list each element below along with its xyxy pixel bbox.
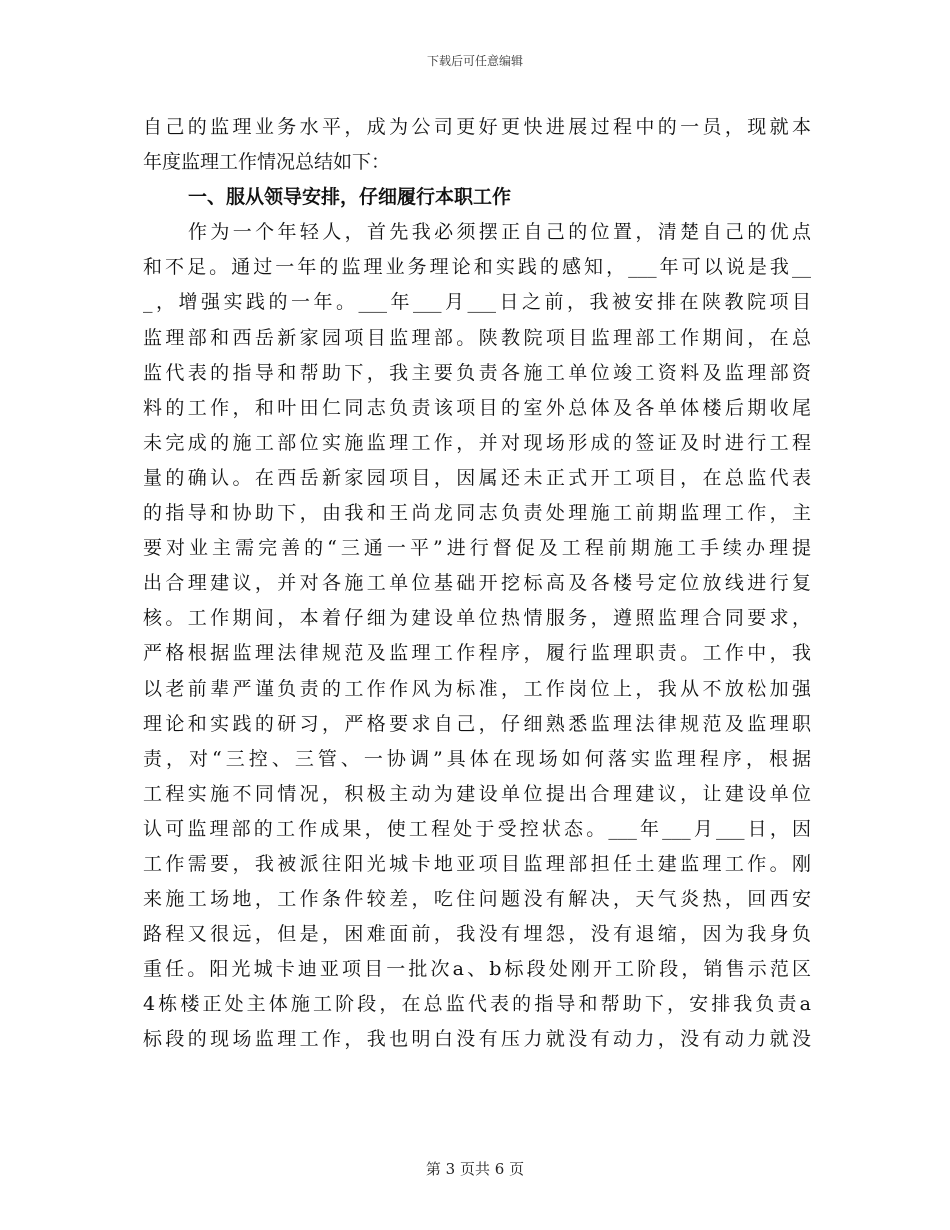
text-line: 料的工作，和叶田仁同志负责该项目的室外总体及各单体楼后期收尾 — [143, 396, 811, 419]
text-line: 重任。阳光城卡迪亚项目一批次a、b标段处刚开工阶段，销售示范区 — [143, 958, 811, 981]
text-line: 以老前辈严谨负责的工作作风为标准，工作岗位上，我从不放松加强 — [143, 677, 811, 700]
text-line: 要对业主需完善的“三通一平”进行督促及工程前期施工手续办理提 — [143, 537, 811, 560]
body-text — [143, 110, 811, 1058]
text-line: 标段的现场监理工作，我也明白没有压力就没有动力，没有动力就没 — [143, 1028, 811, 1051]
text-line: 责，对“三控、三管、一协调”具体在现场如何落实监理程序，根据 — [143, 747, 811, 770]
text-line: 作为一个年轻人，首先我必须摆正自己的位置，清楚自己的优点 — [188, 221, 811, 244]
text-line: 监理部和西岳新家园项目监理部。陕教院项目监理部工作期间，在总 — [143, 326, 811, 349]
text-line: 监代表的指导和帮助下，我主要负责各施工单位竣工资料及监理部资 — [143, 361, 811, 384]
text-line: 严格根据监理法律规范及监理工作程序，履行监理职责。工作中，我 — [143, 642, 811, 665]
text-line: _，增强实践的一年。___年___月___日之前，我被安排在陕教院项目 — [143, 291, 811, 314]
text-line: 出合理建议，并对各施工单位基础开挖标高及各楼号定位放线进行复 — [143, 572, 811, 595]
text-line: 工程实施不同情况，积极主动为建设单位提出合理建议，让建设单位 — [143, 782, 811, 805]
text-line: 路程又很远，但是，困难面前，我没有埋怨，没有退缩，因为我身负 — [143, 923, 811, 946]
text-line: 量的确认。在西岳新家园项目，因属还未正式开工项目，在总监代表 — [143, 466, 811, 489]
text-line: 核。工作期间，本着仔细为建设单位热情服务，遵照监理合同要求， — [143, 607, 811, 630]
text-line: 4栋楼正处主体施工阶段，在总监代表的指导和帮助下，安排我负责a — [143, 993, 811, 1016]
text-line: 年度监理工作情况总结如下： — [143, 151, 391, 174]
page-header: 下载后可任意编辑 — [426, 54, 523, 68]
text-line: 的指导和协助下，由我和王尚龙同志负责处理施工前期监理工作，主 — [143, 502, 811, 525]
text-line: 和不足。通过一年的监理业务理论和实践的感知，___年可以说是我__ — [143, 256, 811, 279]
text-line: 未完成的施工部位实施监理工作，并对现场形成的签证及时进行工程 — [143, 431, 811, 454]
section-heading: 一、服从领导安排，仔细履行本职工作 — [188, 186, 512, 209]
text-line: 认可监理部的工作成果，使工程处于受控状态。___年___月___日，因 — [143, 817, 811, 840]
page-footer: 第 3 页共 6 页 — [425, 1160, 525, 1178]
text-line: 自己的监理业务水平，成为公司更好更快进展过程中的一员，现就本 — [143, 116, 811, 138]
text-line: 理论和实践的研习，严格要求自己，仔细熟悉监理法律规范及监理职 — [143, 712, 811, 735]
text-line: 工作需要，我被派往阳光城卡地亚项目监理部担任土建监理工作。刚 — [143, 852, 811, 875]
text-line: 来施工场地，工作条件较差，吃住问题没有解决，天气炎热，回西安 — [143, 888, 811, 911]
